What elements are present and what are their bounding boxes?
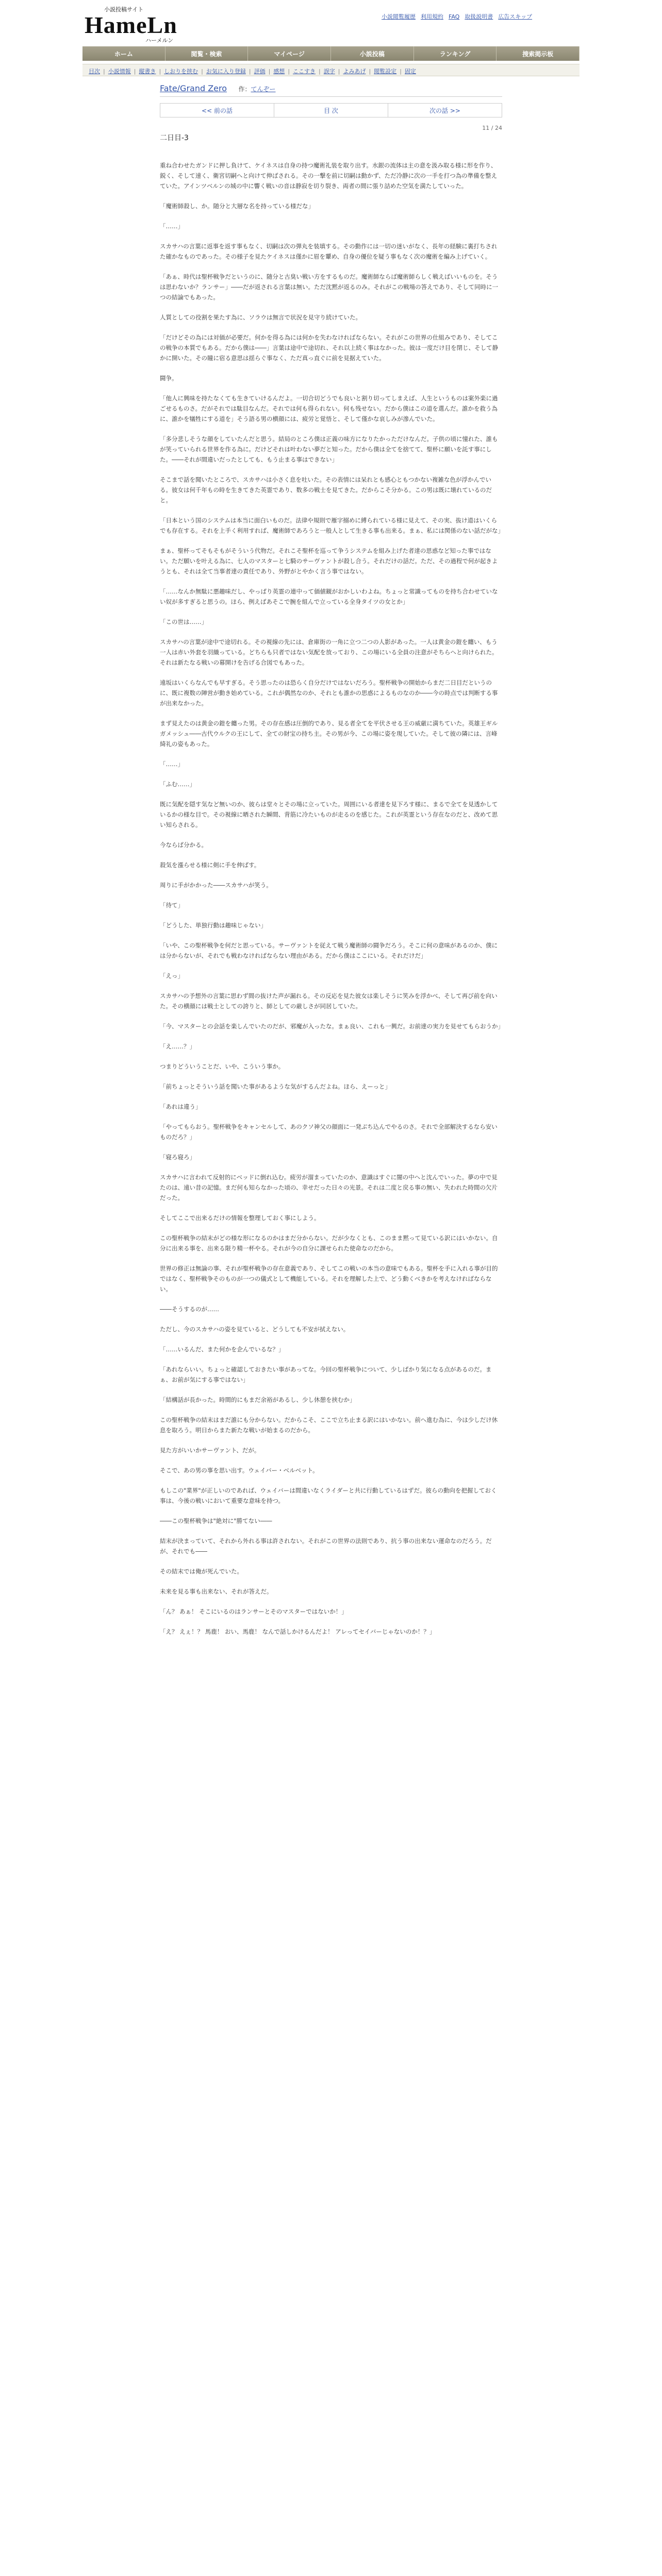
body-paragraph: この聖杯戦争の結末はまだ誰にも分からない。だからこそ、ここで立ち止まる訳にはいかない。前へ進む為に、今は少しだけ休息を取ろう。明日からまた新たな戦いが始まるのだから。: [160, 1416, 498, 1434]
body-paragraph: 「魔術師殺し、か。随分と大層な名を持っている様だな」: [160, 202, 314, 210]
author-link[interactable]: てんぞー: [251, 86, 276, 93]
top-links: [382, 12, 577, 21]
body-paragraph: スカサハの予想外の言葉に思わず間の抜けた声が漏れる。その反応を見た彼女は楽しそうに笑みを浮かべ、そして再び前を向いた。その横顔には戦士としての誇りと、師としての厳しさが同居していた。: [160, 992, 498, 1010]
body-paragraph: 周りに手がかかった――スカサハが笑う。: [160, 882, 272, 889]
body-paragraph: 「……」: [160, 760, 184, 768]
top-link[interactable]: 利用規約: [421, 13, 443, 20]
body-paragraph: その結末では俺が死んでいた。: [160, 1568, 243, 1575]
body-paragraph: 「寝ろ寝ろ」: [160, 1154, 195, 1161]
sub-nav-separator: |: [103, 68, 105, 75]
body-paragraph: 「あれは違う」: [160, 1103, 202, 1110]
next-chapter-link[interactable]: 次の話 >>: [429, 107, 460, 114]
body-paragraph: 遠坂はいくらなんでも早すぎる。そう思ったのは恐らく自分だけではないだろう。聖杯戦争の開始からまだ二日目だというのに、既に複数の陣営が動き始めている。これが偶然なのか、それとも誰かの思惑によるものなのか――今の時点では判断する事が出来なかった。: [160, 679, 498, 707]
body-paragraph: スカサハの言葉が途中で途切れる。その視線の先には、倉庫街の一角に立つ二つの人影があった。一人は黄金の鎧を纏い、もう一人は赤い外套を羽織っている。どちらも只者ではない気配を放っており、この場にいる全員の注意がそちらへと向けられた。それは新たなる戦いの幕開けを告げる合図でもあった。: [160, 638, 498, 666]
body-paragraph: そこで、あの男の事を思い出す。ウェイバー・ベルベット。: [160, 1467, 319, 1474]
body-paragraph: ――そうするのが……: [160, 1306, 219, 1313]
body-paragraph: 「やってもらおう。聖杯戦争をキャンセルして、あのクソ神父の顔面に一発ぶち込んでやるのさ。それで全部解決するなら安いものだろ？」: [160, 1123, 498, 1141]
body-paragraph: 「待て」: [160, 902, 184, 909]
sub-nav-item[interactable]: 誤字: [323, 68, 335, 75]
body-paragraph: 「えっ」: [160, 972, 184, 979]
body-paragraph: 「だけどその為には対価が必要だ。何かを得る為には何かを失わなければならない。それがこの世界の仕組みであり、そしてこの戦争の本質でもある。だから僕は――」言葉は途中で途切れ、それ以上続く事はなかった。彼は一度だけ目を閉じ、そして静かに開いた。その瞳に宿る意思は揺らぐ事なく、ただ真っ直ぐに前を見据えていた。: [160, 334, 499, 362]
body-paragraph: 結末が決まっていて、それから外れる事は許されない。それがこの世界の法則であり、抗う事の出来ない運命なのだろう。だが、それでも――: [160, 1537, 492, 1555]
body-paragraph: 重ね合わせたガンドに押し負けて、ケイネスは自身の持つ魔術礼装を取り出す。水銀の流体は主の意を汲み取る様に形を作り、鋭く、そして速く、衛宮切嗣へと向けて伸ばされる。その一撃を前に切嗣は動かず、ただ冷静に次の一手を打つ為の準備を整えていた。アインツベルンの城の中に響く戦いの音は静寂を切り裂き、両者の間に張り詰めた空気を満たしていった。: [160, 162, 498, 190]
body-paragraph: 「あれならいい。ちょっと確認しておきたい事があってな。今回の聖杯戦争について、少しばかり気になる点があるのだ。まぁ、お前が気にする事ではない」: [160, 1366, 492, 1383]
sub-nav-item[interactable]: 感想: [273, 68, 285, 75]
logo-wordmark: HameLn: [85, 12, 177, 38]
sub-nav-separator: |: [201, 68, 203, 75]
sub-nav-separator: |: [400, 68, 402, 75]
novel-title[interactable]: Fate/Grand Zero: [160, 83, 227, 93]
sub-nav-separator: |: [369, 68, 371, 75]
sub-nav-separator: |: [134, 68, 136, 75]
sub-nav-item[interactable]: ここすき: [293, 68, 316, 75]
sub-nav-item[interactable]: 閲覧設定: [374, 68, 397, 75]
body-paragraph: 「前ちょっとそういう話を聞いた事があるような気がするんだよね。ほら、えーっと」: [160, 1083, 391, 1090]
chapter-pager: [160, 103, 502, 117]
top-link[interactable]: FAQ: [449, 13, 460, 20]
toc-link[interactable]: 目 次: [274, 104, 388, 117]
sub-nav-item[interactable]: よみあげ: [343, 68, 366, 75]
sub-nav-separator: |: [319, 68, 321, 75]
sub-nav-separator: |: [288, 68, 290, 75]
body-paragraph: つまりどういうことだ、いや、こういう事か。: [160, 1063, 285, 1070]
nav-item[interactable]: 閲覧・検索: [166, 46, 249, 61]
sub-nav-item[interactable]: しおりを挟む: [164, 68, 198, 75]
body-paragraph: 「いや、この聖杯戦争を何だと思っている。サーヴァントを従えて戦う魔術師の闘争だろう。そこに何の意味があるのか、僕には分からないが、それでも戦わなければならない理由がある。だから僕はここにいる。それだけだ」: [160, 942, 498, 959]
body-paragraph: 「……いるんだ、また何かを企んでいるな？」: [160, 1346, 285, 1353]
nav-item[interactable]: 小説投稿: [331, 46, 414, 61]
sub-nav-separator: |: [159, 68, 161, 75]
sub-nav-separator: |: [338, 68, 340, 75]
body-paragraph: 「結構話が長かった。時間的にもまだ余裕があるし、少し休憩を挟むか」: [160, 1396, 356, 1403]
body-paragraph: 「……」: [160, 223, 184, 230]
sub-nav-item[interactable]: 固定: [404, 68, 416, 75]
body-paragraph: 「多分悲しそうな顔をしていたんだと思う。結局のところ僕は正義の味方になりたかっただけなんだ。子供の頃に憧れた、誰もが笑っていられる世界を作る為に。だけどそれは叶わない夢だと知った。だから僕は全てを捨てて、聖杯に願いを託す事にした。――それが間違いだったとしても、もう止まる事はできない」: [160, 435, 498, 463]
logo-sub: ハーメルン: [145, 38, 174, 44]
body-paragraph: ――この聖杯戦争は"絶対に"勝てない――: [160, 1517, 272, 1524]
body-paragraph: 「他人に興味を持たなくても生きていけるんだよ。一切合切どうでも良いと割り切ってしまえば、人生というものは案外楽に過ごせるものさ。だがそれでは駄目なんだ。それでは何も得られない。何も残せない。だから僕はこの道を選んだ。誰かを救う為に、誰かを犠牲にする道を」そう語る男の横顔には、疲労と覚悟と、そして僅かな哀しみが滲んでいた。: [160, 395, 498, 422]
body-paragraph: もしこの"業界"が正しいのであれば、ウェイバーは間違いなくライダーと共に行動しているはずだ。彼らの動向を把握しておく事は、今後の戦いにおいて重要な意味を持つ。: [160, 1487, 497, 1504]
body-paragraph: この聖杯戦争の結末がどの様な形になるのかはまだ分からない。だが少なくとも、このまま黙って見ている訳にはいかない。自分に出来る事を、出来る限り精一杯やる。それが今の自分に課せられた使命なのだから。: [160, 1234, 498, 1252]
body-paragraph: 「……なんか無駄に悪趣味だし、やっぱり英霊の連中って価値観がおかしいわよね。ちょっと常識ってものを持ち合わせていない奴が多すぎると思うの。ほら、例えばあそこで腕を組んで立っている全身タイツの女とか」: [160, 588, 498, 605]
body-paragraph: そしてここで出来るだけの情報を整理しておく事にしよう。: [160, 1214, 320, 1222]
sub-nav-separator: |: [268, 68, 271, 75]
body-paragraph: 未来を見る事も出来ない、それが答えだ。: [160, 1588, 273, 1595]
top-link[interactable]: 取扱説明書: [465, 13, 493, 20]
body-paragraph: スカサハに言われて反射的にベッドに倒れ込む。疲労が溜まっていたのか、意識はすぐに闇の中へと沈んでいった。夢の中で見たのは、遠い昔の記憶。まだ何も知らなかった頃の、幸せだった日々の光景。それは二度と戻る事の無い、失われた時間の欠片だった。: [160, 1174, 498, 1201]
sub-nav-item[interactable]: 目次: [89, 68, 100, 75]
sub-nav-item[interactable]: お気に入り登録: [206, 68, 246, 75]
author-label: 作：: [238, 86, 251, 93]
body-paragraph: まぁ、聖杯ってそもそもがそういう代物だ。それこそ聖杯を巡って争うシステムを組み上げた者達の思惑など知った事ではない。ただ願いを叶える為に、七人のマスターと七騎のサーヴァントが殺し合う。それだけの話だ。ただ、その過程で何が起きようとも、それは全て当事者達の責任であり、外野がとやかく言う事ではない。: [160, 547, 498, 575]
site-logo[interactable]: [84, 3, 203, 44]
body-paragraph: 「この世は……」: [160, 618, 207, 625]
body-paragraph: 「ふむ……」: [160, 781, 195, 788]
nav-item[interactable]: ホーム: [82, 46, 166, 61]
body-paragraph: 「ん？ あぁ！ そこにいるのはランサーとそのマスターではないか！」: [160, 1608, 347, 1615]
body-paragraph: まず見えたのは黄金の鎧を纏った男。その存在感は圧倒的であり、見る者全てを平伏させる王の威厳に満ちていた。英雄王ギルガメッシュ――古代ウルクの王にして、全ての財宝の持ち主。その男が今、この場に姿を現していた。そして彼の隣には、言峰綺礼の姿もあった。: [160, 720, 498, 748]
chapter-body: [160, 160, 502, 1637]
body-paragraph: 「日本という国のシステムは本当に面白いものだ。法律や規則で雁字搦めに縛られている様に見えて、その実、抜け道はいくらでも存在する。それを上手く利用すれば、魔術師であろうと一般人として生きる事も出来る。まぁ、私には関係のない話だがな」: [160, 517, 504, 534]
body-paragraph: 既に気配を隠す気など無いのか、彼らは堂々とその場に立っていた。周囲にいる者達を見下ろす様に、まるで全てを見透かしているかの様な目で。その視線に晒された瞬間、背筋に冷たいものが走るのを感じた。これが英霊という存在なのだと、改めて思い知らされる。: [160, 801, 498, 828]
sub-nav-item[interactable]: 評価: [254, 68, 266, 75]
sub-nav-item[interactable]: 小説情報: [108, 68, 131, 75]
body-paragraph: 「あぁ、時代は聖杯戦争だというのに、随分と古臭い戦い方をするものだ。魔術師ならば魔術師らしく戦えばいいものを。そうは思わないか？ランサー」――だが返される言葉は無い。ただ沈黙が返るのみ。それがこの戦場の答えであり、そして同時に一つの結論でもあった。: [160, 273, 499, 301]
novel-sub-nav: [82, 64, 580, 76]
body-paragraph: そこまで話を聞いたところで、スカサハは小さく息を吐いた。その表情には呆れとも感心ともつかない複雑な色が浮かんでいる。彼女は何千年もの時を生きてきた英霊であり、数多の戦士を見てきた。だからこそ分かる。この男は既に壊れているのだと。: [160, 476, 492, 504]
top-link[interactable]: 広告スキップ: [498, 13, 533, 20]
body-paragraph: スカサハの言葉に返事を返す事もなく、切嗣は次の弾丸を装填する。その動作には一切の迷いがなく、長年の経験に裏打ちされた確かなものであった。その様子を見たケイネスは僅かに眉を顰め、自身の優位を疑う事もなく次の魔術を編み上げていく。: [160, 243, 498, 260]
nav-item[interactable]: ランキング: [414, 46, 497, 61]
body-paragraph: 殺気を漲らせる様に剣に手を伸ばす。: [160, 861, 260, 869]
novel-header: [160, 83, 502, 97]
nav-item[interactable]: 捜索掲示板: [496, 46, 580, 61]
body-paragraph: 「え？ えぇ！？ 馬鹿！ おい、馬鹿！ なんで話しかけるんだよ！ アレってセイバーじゃないのか！？」: [160, 1628, 436, 1635]
novel-main: [160, 83, 502, 1647]
body-paragraph: 世界の修正は無論の事、それが聖杯戦争の存在意義であり、そしてこの戦いの本当の意味でもある。聖杯を手に入れる事が目的ではなく、聖杯戦争そのものが一つの儀式として機能している。それを理解した上で、どう動くべきかを考えなければならない。: [160, 1265, 498, 1293]
body-paragraph: 「え……？」: [160, 1043, 195, 1050]
logo-tagline: 小説投稿サイト: [104, 7, 144, 13]
body-paragraph: 「どうした、単独行動は趣味じゃない」: [160, 922, 267, 929]
nav-item[interactable]: マイページ: [248, 46, 331, 61]
sub-nav-separator: |: [249, 68, 251, 75]
main-nav: [82, 46, 580, 61]
chapter-title: 二日目-3: [160, 134, 189, 142]
body-paragraph: ただし、今のスカサハの姿を見ていると、どうしても不安が拭えない。: [160, 1326, 350, 1333]
prev-chapter-link[interactable]: << 前の話: [160, 104, 274, 117]
top-link[interactable]: 小説閲覧履歴: [382, 13, 416, 20]
body-paragraph: 闘争。: [160, 375, 178, 382]
body-paragraph: 人質としての役割を果たす為に、ソラウは無言で状況を見守り続けていた。: [160, 314, 361, 321]
body-paragraph: 今ならば分かる。: [160, 841, 207, 849]
site-header: [0, 0, 662, 46]
chapter-counter: 11 / 24: [482, 125, 502, 131]
sub-nav-item[interactable]: 縦書き: [139, 68, 156, 75]
body-paragraph: 「今、マスターとの会話を楽しんでいたのだが、邪魔が入ったな。まぁ良い、これも一興だ。お前達の実力を見せてもらおうか」: [160, 1023, 504, 1030]
body-paragraph: 見た方がいいかサーヴァント、だが。: [160, 1447, 260, 1454]
